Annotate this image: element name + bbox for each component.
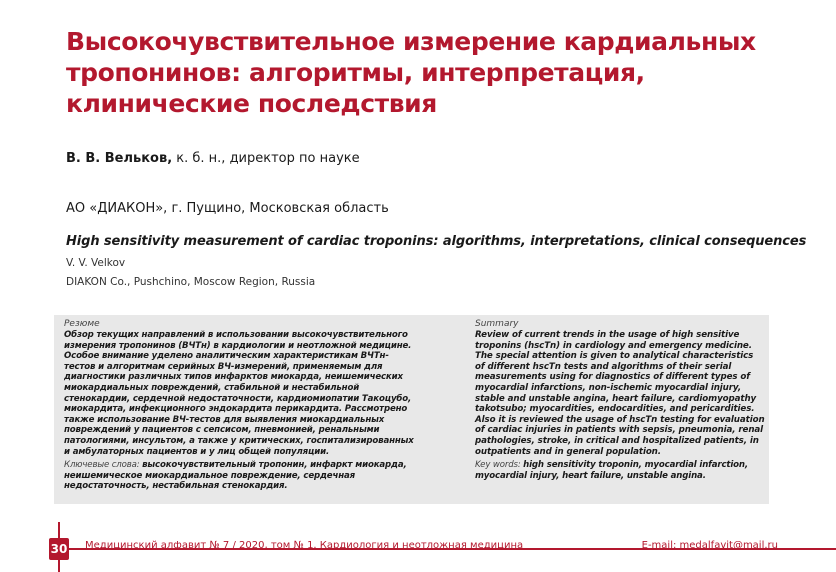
contact-email: E-mail: medalfavit@mail.ru (641, 540, 778, 551)
article-title: Высокочувствительное измерение кардиальных тропонинов: алгоритмы, интерпретация, клинические последствия (66, 27, 756, 118)
keywords-en-label: Key words: (475, 460, 524, 471)
author-role: к. б. н., директор по науке (172, 151, 360, 166)
affiliation-en: DIAKON Co., Pushchino, Moscow Region, Russia (66, 276, 316, 288)
keywords-ru-label: Ключевые слова: (64, 460, 143, 471)
author-name: В. В. Вельков, (66, 151, 173, 166)
journal-citation: Медицинский алфавит № 7 / 2020, том № 1. Кардиология и неотложная медицина (85, 540, 524, 551)
abstract-en (475, 319, 765, 481)
article-title-en: High sensitivity measurement of cardiac troponins: algorithms, interpretations, clinical consequences (66, 234, 807, 249)
author-line (66, 151, 360, 166)
affiliation: АО «ДИАКОН», г. Пущино, Московская область (66, 201, 389, 216)
abstract-en-label: Summary (475, 319, 519, 329)
abstract-ru (64, 319, 414, 492)
abstract-ru-label: Резюме (64, 319, 100, 329)
keywords-ru (64, 460, 414, 492)
abstract-en-text: Review of current trends in the usage of high sensitive troponins (hscTn) in cardiology and emergency medicine. The special attention is given to analytical characteristics of different hscTn tests and algorithms of their serial measurements using for diagnostics of different types of myocardial infarctions, non-ischemic myocardial injury, stable and unstable angina, heart failure, cardiomyopathy takotsubo; myocardities, endocardities, and pericardities. Also it is reviewed the usage of hscTn testing for evaluation of cardiac injuries in patients with sepsis, pneumonia, renal pathologies, stroke, in critical and hospitalized patients, in outpatients and in general population. (475, 330, 765, 457)
abstract-box (54, 315, 769, 504)
page-number: 30 (49, 538, 69, 560)
abstract-ru-text: Обзор текущих направлений в использовании высокочувствительного измерения тропонинов (ВЧТн) в кардиологии и неотложной медицине. Особое внимание уделено аналитическим характеристикам ВЧТн-тестов и алгоритмам серийных ВЧ-измерений, применяемым для диагностики различных типов инфарктов миокарда, неишемических миокардиальных повреждений, стабильной и нестабильной стенокардии, сердечной недостаточности, кардиомиопатии Такоцубо, миокардита, инфекционного эндокардита перикардита. Рассмотрено также использование ВЧ-тестов для выявления миокардиальных повреждений у пациентов с сепсисом, пневмонией, ренальными патологиями, инсультом, а также у критических, госпитализированных и амбулаторных пациентов и у лиц общей популяции. (64, 330, 414, 457)
keywords-ru-text: высокочувствительный тропонин, инфаркт миокарда, неишемическое миокардиальное повреждение, сердечная недостаточность, нестабильная стенокардия. (64, 460, 407, 492)
author-en: V. V. Velkov (66, 257, 126, 269)
keywords-en (475, 460, 765, 481)
keywords-en-text: high sensitivity troponin, myocardial infarction, myocardial injury, heart failure, unstable angina. (475, 460, 749, 481)
